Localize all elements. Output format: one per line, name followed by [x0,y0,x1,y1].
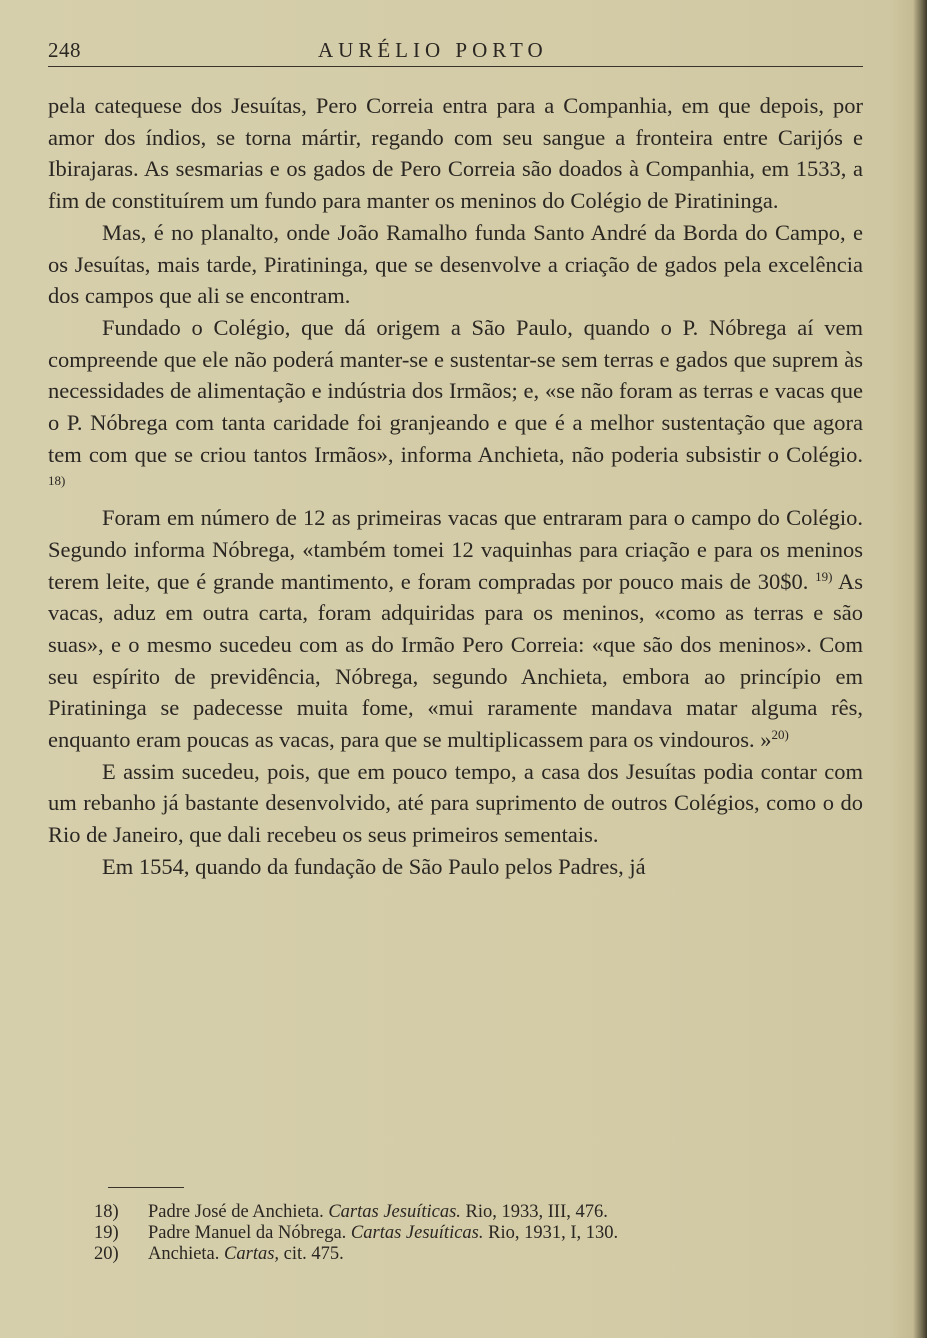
footnote-number: 19) [94,1223,119,1243]
footnote-title: Cartas Jesuíticas. [350,1223,484,1243]
footnote-18 [94,1202,854,1223]
note-ref-18: 18) [48,473,66,489]
paragraph-1-text: pela catequese dos Jesuítas, Pero Correia entra para a Companhia, em que depois, por amor dos índios, se torna mártir, regando com seu sangue a fronteira entre Carijós e Ibirajaras. As sesmarias e os gados de Pero Correia são doados à Companhia, em 1533, a fim de constituírem um fundo para manter os meninos do Colégio de Piratininga. [48,93,863,214]
page-edge-shadow [913,0,927,1338]
paragraph-6 [48,851,863,883]
paragraph-6-text: Em 1554, quando da fundação de São Paulo pelos Padres, já [102,853,646,879]
footnote-text: Padre José de Anchieta. Cartas Jesuíticas. Rio, 1933, III, 476. [148,1202,608,1222]
footnote-text: Anchieta. Cartas, cit. 475. [148,1244,344,1264]
paragraph-2 [48,217,863,312]
paragraph-4 [48,502,863,756]
paragraph-5 [48,756,863,851]
paragraph-2-text: Mas, é no planalto, onde João Ramalho funda Santo André da Borda do Campo, e os Jesuítas, mais tarde, Piratininga, que se desenvolve a criação de gados pela excelência dos campos que ali se encontram. [48,219,863,309]
footnote-title: Cartas, [224,1244,280,1264]
footnote-rule [108,1187,184,1188]
footnote-title: Cartas Jesuíticas. [328,1202,461,1222]
body-text [48,90,863,883]
footnote-number: 18) [94,1202,119,1222]
page-number: 248 [48,38,81,62]
footnotes [94,1202,854,1265]
paragraph-4-text-b: As vacas, aduz em outra carta, foram adquiridas para os meninos, «como as terras e são suas», e o mesmo sucedeu com as do Irmão Pero Correia: «que são dos meninos». Com seu espírito de previdência, Nóbrega, segundo Anchieta, embora ao princípio em Piratininga se padecesse muita fome, «mui raramente mandava matar alguma rês, enquanto eram poucas as vacas, para que se multiplicassem para os vindouros. » [48,568,863,753]
footnote-text: Padre Manuel da Nóbrega. Cartas Jesuíticas. Rio, 1931, I, 130. [148,1223,619,1243]
page-header [48,38,863,67]
paragraph-4-text-a: Foram em número de 12 as primeiras vacas que entraram para o campo do Colégio. Segundo informa Nóbrega, «também tomei 12 vaquinhas para criação e para os meninos terem leite, que é grande mantimento, e foram compradas por pouco mais de 30$0. [48,505,863,594]
paragraph-3-text: Fundado o Colégio, que dá origem a São Paulo, quando o P. Nóbrega aí vem compreende que ele não poderá manter-se e sustentar-se sem terras e gados que suprem às necessidades de alimentação e indústria dos Irmãos; e, «se não foram as terras e vacas que o P. Nóbrega com tanta caridade foi granjeando e que é a melhor sustentação que agora tem com que se criou tantos Irmãos», informa Anchieta, não poderia subsistir o Colégio. [48,314,863,467]
note-ref-19: 19) [815,568,833,584]
paragraph-5-text: E assim sucedeu, pois, que em pouco tempo, a casa dos Jesuítas podia contar com um rebanho já bastante desenvolvido, até para suprimento de outros Colégios, como o do Rio de Janeiro, que dali recebeu os seus primeiros sementais. [48,758,863,848]
paragraph-1 [48,90,863,217]
footnote-19 [94,1223,854,1244]
footnote-number: 20) [94,1244,119,1264]
note-ref-20: 20) [771,727,789,743]
paragraph-3 [48,312,863,502]
running-head: AURÉLIO PORTO [318,38,548,62]
footnote-20 [94,1244,854,1265]
